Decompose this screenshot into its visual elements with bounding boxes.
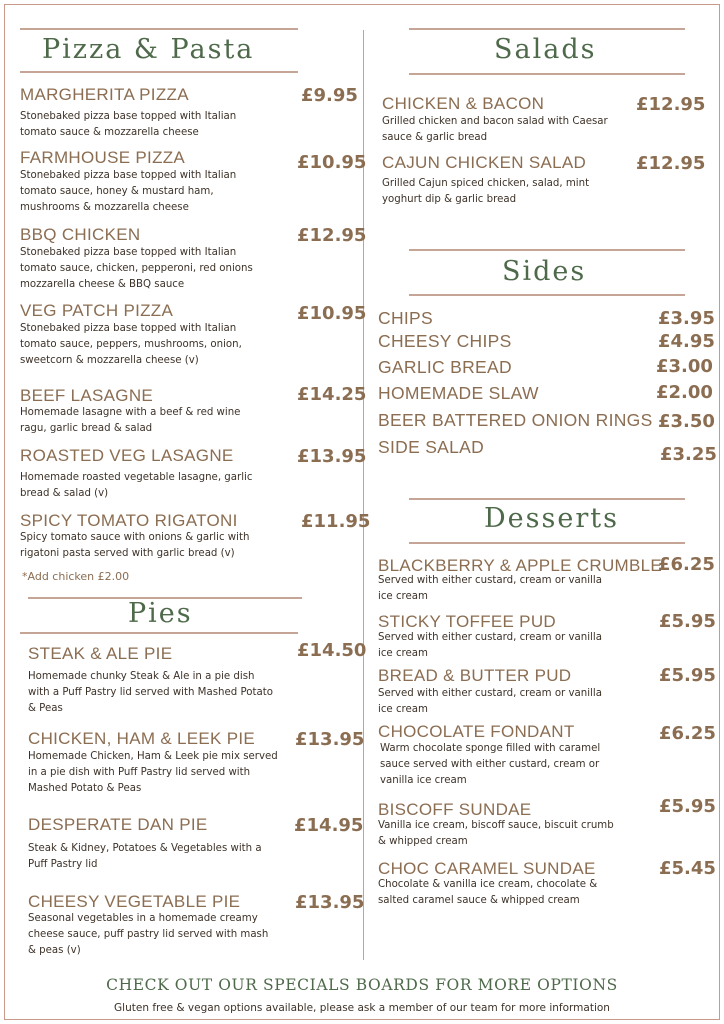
item-description: Grilled chicken and bacon salad with Caesar sauce & garlic bread [382, 116, 608, 143]
item-name: SPICY TOMATO RIGATONI [20, 511, 238, 530]
side-item-name: HOMEMADE SLAW [378, 383, 539, 403]
item-description: Stonebaked pizza base topped with Italian tomato sauce & mozzarella cheese [20, 111, 237, 138]
item-description: Served with either custard, cream or vanilla ice cream [378, 632, 602, 659]
side-item-name: SIDE SALAD [378, 437, 485, 457]
side-item-price: £3.25 [660, 444, 717, 465]
item-price: £9.95 [301, 85, 358, 106]
pizza-pasta-title: Pizza & Pasta [42, 34, 255, 65]
item-description: Spicy tomato sauce with onions & garlic with rigatoni pasta served with garlic bread (v) [20, 532, 250, 559]
add-chicken-note: *Add chicken £2.00 [22, 570, 130, 583]
sides-title: Sides [502, 256, 587, 287]
item-price: £11.95 [301, 511, 371, 532]
side-item-name: GARLIC BREAD [378, 357, 512, 377]
item-price: £13.95 [295, 892, 365, 913]
side-item-price: £3.95 [658, 308, 715, 329]
item-description: Served with either custard, cream or vanilla ice cream [378, 688, 602, 715]
item-price: £14.95 [294, 815, 364, 836]
item-name: CHOCOLATE FONDANT [378, 722, 575, 741]
item-name: STEAK & ALE PIE [28, 644, 173, 663]
item-description: Seasonal vegetables in a homemade creamy cheese sauce, puff pastry lid served with mash & peas (v) [28, 913, 269, 956]
item-price: £12.95 [636, 94, 706, 115]
side-item-price: £2.00 [656, 382, 713, 403]
item-name: CHOC CARAMEL SUNDAE [378, 859, 596, 878]
sides-top-rule [409, 249, 685, 251]
item-name: CHICKEN & BACON [382, 94, 545, 113]
side-item-name: CHEESY CHIPS [378, 331, 512, 351]
item-price: £14.25 [297, 384, 367, 405]
desserts-title: Desserts [484, 503, 619, 534]
item-description: Warm chocolate sponge filled with caramel sauce served with either custard, cream or vanilla ice cream [380, 743, 601, 786]
item-name: MARGHERITA PIZZA [20, 85, 189, 104]
salads-top-rule [409, 28, 685, 30]
item-price: £6.25 [659, 723, 716, 744]
side-item-price: £4.95 [658, 331, 715, 352]
item-description: Stonebaked pizza base topped with Italian tomato sauce, honey & mustard ham, mushrooms & mozzarella cheese [20, 170, 237, 213]
pies-bottom-rule [20, 632, 298, 634]
item-description: Chocolate & vanilla ice cream, chocolate & salted caramel sauce & whipped cream [378, 879, 598, 906]
item-name: DESPERATE DAN PIE [28, 815, 208, 834]
item-price: £13.95 [297, 446, 367, 467]
item-price: £13.95 [295, 729, 365, 750]
item-description: Steak & Kidney, Potatoes & Vegetables with a Puff Pastry lid [28, 843, 262, 870]
item-price: £6.25 [658, 554, 715, 575]
item-name: BREAD & BUTTER PUD [378, 666, 572, 685]
item-name: ROASTED VEG LASAGNE [20, 446, 234, 465]
item-price: £5.95 [659, 796, 716, 817]
item-name: CHEESY VEGETABLE PIE [28, 892, 241, 911]
salads-bottom-rule [409, 73, 685, 75]
item-price: £14.50 [297, 640, 367, 661]
sides-bottom-rule [409, 294, 685, 296]
item-description: Vanilla ice cream, biscoff sauce, biscuit crumb & whipped cream [378, 820, 614, 847]
item-price: £5.95 [659, 665, 716, 686]
footer-headline: CHECK OUT OUR SPECIALS BOARDS FOR MORE OPTIONS [106, 976, 618, 994]
item-description: Homemade roasted vegetable lasagne, garlic bread & salad (v) [20, 472, 253, 499]
item-price: £12.95 [297, 225, 367, 246]
item-name: CAJUN CHICKEN SALAD [382, 153, 587, 172]
item-price: £12.95 [636, 153, 706, 174]
footer-subline: Gluten free & vegan options available, please ask a member of our team for more information [114, 1002, 610, 1014]
side-item-price: £3.50 [658, 411, 715, 432]
item-name: BEEF LASAGNE [20, 386, 154, 405]
item-name: CHICKEN, HAM & LEEK PIE [28, 729, 256, 748]
item-description: Stonebaked pizza base topped with Italian tomato sauce, peppers, mushrooms, onion, sweetcorn & mozzarella cheese (v) [20, 323, 242, 366]
salads-title: Salads [494, 34, 597, 65]
item-name: FARMHOUSE PIZZA [20, 148, 186, 167]
pizza-pasta-bottom-rule [20, 71, 298, 73]
item-price: £10.95 [297, 152, 367, 173]
item-description: Stonebaked pizza base topped with Italian tomato sauce, chicken, pepperoni, red onions mozzarella cheese & BBQ sauce [20, 247, 253, 290]
item-name: BLACKBERRY & APPLE CRUMBLE [378, 556, 663, 575]
pizza-pasta-top-rule [20, 28, 298, 30]
item-description: Homemade chunky Steak & Ale in a pie dish with a Puff Pastry lid served with Mashed Potato & Peas [28, 671, 273, 714]
item-name: BBQ CHICKEN [20, 225, 141, 244]
desserts-top-rule [409, 498, 685, 500]
side-item-name: BEER BATTERED ONION RINGS [378, 410, 653, 430]
side-item-price: £3.00 [656, 356, 713, 377]
side-item-name: CHIPS [378, 308, 433, 328]
pies-title: Pies [128, 598, 193, 629]
item-name: VEG PATCH PIZZA [20, 301, 174, 320]
item-description: Grilled Cajun spiced chicken, salad, mint yoghurt dip & garlic bread [382, 178, 590, 205]
desserts-bottom-rule [409, 542, 685, 544]
item-price: £10.95 [297, 303, 367, 324]
item-price: £5.95 [659, 611, 716, 632]
item-description: Homemade Chicken, Ham & Leek pie mix served in a pie dish with Puff Pastry lid served with Mashed Potato & Peas [28, 751, 278, 794]
item-name: STICKY TOFFEE PUD [378, 612, 556, 631]
item-price: £5.45 [659, 858, 716, 879]
item-description: Served with either custard, cream or vanilla ice cream [378, 575, 602, 602]
item-description: Homemade lasagne with a beef & red wine ragu, garlic bread & salad [20, 407, 241, 434]
item-name: BISCOFF SUNDAE [378, 800, 532, 819]
